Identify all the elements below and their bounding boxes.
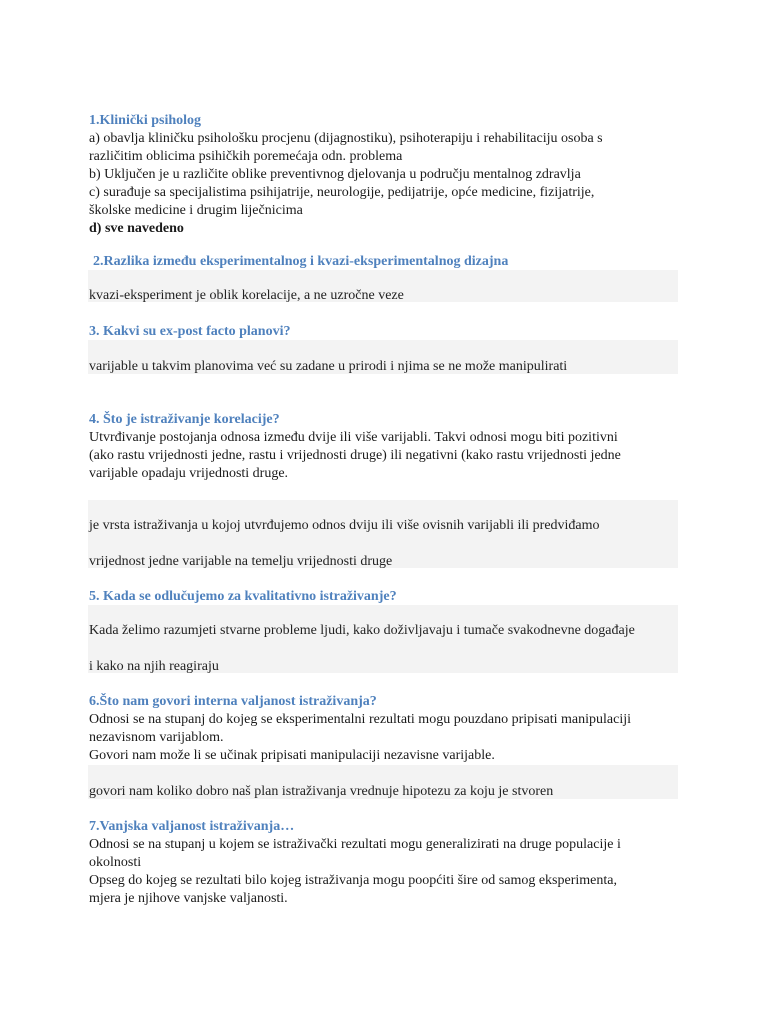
question-2-heading: 2.Razlika između eksperimentalnog i kvazi-eksperimentalnog dizajna [93, 254, 509, 269]
q7-text-line-4: mjera je njihove vanjske valjanosti. [89, 891, 288, 906]
q6-text-line-3: Govori nam može li se učinak pripisati manipulaciji nezavisne varijable. [89, 748, 495, 763]
q1-option-b: b) Uključen je u različite oblike preventivnog djelovanja u području mentalnog zdravlja [89, 167, 581, 182]
question-5-heading: 5. Kada se odlučujemo za kvalitativno istraživanje? [89, 589, 397, 604]
q4-answer-line-1: je vrsta istraživanja u kojoj utvrđujemo odnos dviju ili više ovisnih varijabli ili predviđamo [89, 518, 600, 533]
question-4-heading: 4. Što je istraživanje korelacije? [89, 412, 280, 427]
q4-answer-line-2: vrijednost jedne varijable na temelju vrijednosti druge [89, 554, 393, 569]
q7-text-line-2: okolnosti [89, 855, 142, 870]
q6-answer: govori nam koliko dobro naš plan istraživanja vrednuje hipotezu za koju je stvoren [89, 784, 554, 799]
q3-answer: varijable u takvim planovima već su zadane u prirodi i njima se ne može manipulirati [89, 359, 568, 374]
question-6-heading: 6.Što nam govori interna valjanost istraživanja? [89, 694, 377, 709]
q7-text-line-1: Odnosi se na stupanj u kojem se istraživački rezultati mogu generalizirati na druge populacije i [89, 837, 621, 852]
q1-option-c: c) surađuje sa specijalistima psihijatrije, neurologije, pedijatrije, opće medicine, fizijatrije, [89, 185, 595, 200]
q5-answer-line-2: i kako na njih reagiraju [89, 659, 219, 674]
q1-option-c-cont: školske medicine i drugim liječnicima [89, 203, 303, 218]
q6-text-line-2: nezavisnom varijablom. [89, 730, 224, 745]
question-3-heading: 3. Kakvi su ex-post facto planovi? [89, 324, 291, 339]
question-7-heading: 7.Vanjska valjanost istraživanja… [89, 819, 295, 834]
q4-text-line-3: varijable opadaju vrijednosti druge. [89, 466, 289, 481]
q1-option-a: a) obavlja kliničku psihološku procjenu (dijagnostiku), psihoterapiju i rehabilitaciju osoba s [89, 131, 603, 146]
q5-answer-line-1: Kada želimo razumjeti stvarne probleme ljudi, kako doživljavaju i tumače svakodnevne događaje [89, 623, 635, 638]
q1-option-d: d) sve navedeno [89, 221, 184, 236]
q1-option-a-cont: različitim oblicima psihičkih poremećaja odn. problema [89, 149, 403, 164]
question-1-heading: 1.Klinički psiholog [89, 113, 202, 128]
q2-answer: kvazi-eksperiment je oblik korelacije, a ne uzročne veze [89, 288, 404, 303]
q6-text-line-1: Odnosi se na stupanj do kojeg se eksperimentalni rezultati mogu pouzdano pripisati manipulaciji [89, 712, 631, 727]
q4-text-line-2: (ako rastu vrijednosti jedne, rastu i vrijednosti druge) ili negativni (kako rastu vrijednosti jedne [89, 448, 621, 463]
q7-text-line-3: Opseg do kojeg se rezultati bilo kojeg istraživanja mogu poopćiti šire od samog eksperimenta, [89, 873, 617, 888]
q4-text-line-1: Utvrđivanje postojanja odnosa između dvije ili više varijabli. Takvi odnosi mogu biti pozitivni [89, 430, 618, 445]
